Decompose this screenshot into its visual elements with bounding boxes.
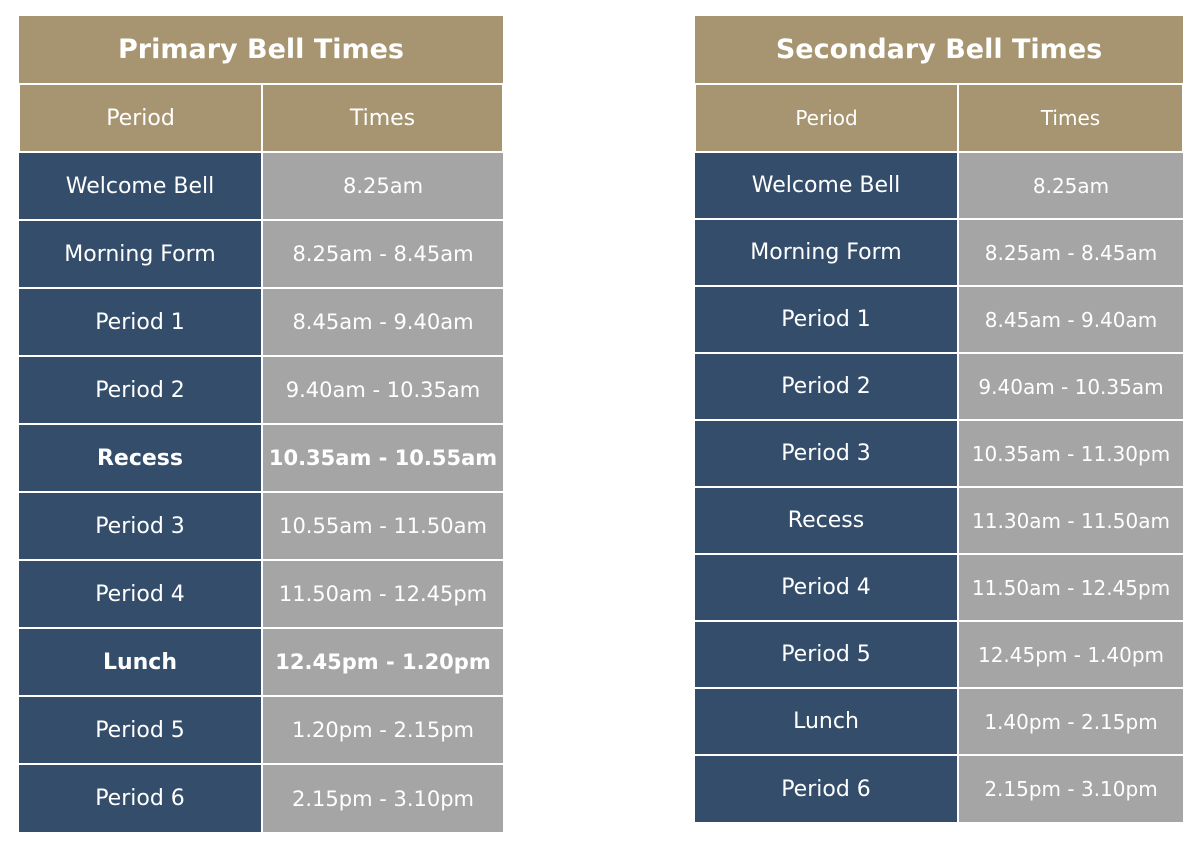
primary-time-cell: 10.35am - 10.55am — [262, 424, 503, 492]
secondary-period-cell: Period 5 — [695, 621, 958, 688]
secondary-period-cell: Period 2 — [695, 353, 958, 420]
secondary-time-cell: 11.30am - 11.50am — [958, 487, 1183, 554]
primary-table-row — [19, 424, 503, 492]
secondary-table-row — [695, 286, 1183, 353]
secondary-table-row — [695, 688, 1183, 755]
secondary-time-cell: 1.40pm - 2.15pm — [958, 688, 1183, 755]
primary-table-row — [19, 628, 503, 696]
secondary-period-cell: Period 1 — [695, 286, 958, 353]
primary-period-cell: Period 6 — [19, 764, 262, 832]
primary-time-cell: 8.25am — [262, 152, 503, 220]
primary-time-cell: 2.15pm - 3.10pm — [262, 764, 503, 832]
secondary-table-body — [695, 152, 1183, 822]
secondary-period-header: Period — [695, 84, 958, 152]
primary-time-cell: 11.50am - 12.45pm — [262, 560, 503, 628]
secondary-table-row — [695, 621, 1183, 688]
primary-time-cell: 8.25am - 8.45am — [262, 220, 503, 288]
secondary-time-cell: 10.35am - 11.30pm — [958, 420, 1183, 487]
primary-table-row — [19, 492, 503, 560]
secondary-period-cell: Period 6 — [695, 755, 958, 822]
primary-table-row — [19, 152, 503, 220]
primary-period-cell: Period 2 — [19, 356, 262, 424]
secondary-table-title: Secondary Bell Times — [695, 16, 1183, 84]
secondary-table-row — [695, 755, 1183, 822]
primary-table-row — [19, 356, 503, 424]
primary-bell-times-table — [18, 16, 504, 832]
primary-times-header: Times — [262, 84, 503, 152]
secondary-table-row — [695, 487, 1183, 554]
primary-table-row — [19, 696, 503, 764]
secondary-time-cell: 2.15pm - 3.10pm — [958, 755, 1183, 822]
primary-time-cell: 10.55am - 11.50am — [262, 492, 503, 560]
secondary-times-header: Times — [958, 84, 1183, 152]
primary-table-body — [19, 152, 503, 832]
primary-period-cell: Morning Form — [19, 220, 262, 288]
primary-period-cell: Welcome Bell — [19, 152, 262, 220]
primary-period-header: Period — [19, 84, 262, 152]
secondary-bell-times-table — [694, 16, 1184, 822]
primary-period-cell: Period 3 — [19, 492, 262, 560]
secondary-table-row — [695, 420, 1183, 487]
secondary-table-row — [695, 353, 1183, 420]
secondary-time-cell: 9.40am - 10.35am — [958, 353, 1183, 420]
secondary-period-cell: Lunch — [695, 688, 958, 755]
primary-time-cell: 9.40am - 10.35am — [262, 356, 503, 424]
primary-table-row — [19, 764, 503, 832]
primary-period-cell: Period 5 — [19, 696, 262, 764]
secondary-period-cell: Morning Form — [695, 219, 958, 286]
primary-time-cell: 8.45am - 9.40am — [262, 288, 503, 356]
primary-period-cell: Period 1 — [19, 288, 262, 356]
primary-table-row — [19, 560, 503, 628]
secondary-period-cell: Period 4 — [695, 554, 958, 621]
secondary-table-row — [695, 152, 1183, 219]
primary-table-title: Primary Bell Times — [19, 16, 503, 84]
primary-period-cell: Recess — [19, 424, 262, 492]
secondary-time-cell: 8.25am — [958, 152, 1183, 219]
secondary-time-cell: 8.45am - 9.40am — [958, 286, 1183, 353]
primary-table-row — [19, 288, 503, 356]
secondary-period-cell: Recess — [695, 487, 958, 554]
secondary-time-cell: 8.25am - 8.45am — [958, 219, 1183, 286]
primary-period-cell: Lunch — [19, 628, 262, 696]
secondary-table-row — [695, 554, 1183, 621]
secondary-time-cell: 12.45pm - 1.40pm — [958, 621, 1183, 688]
secondary-table-row — [695, 219, 1183, 286]
secondary-time-cell: 11.50am - 12.45pm — [958, 554, 1183, 621]
primary-time-cell: 12.45pm - 1.20pm — [262, 628, 503, 696]
secondary-period-cell: Period 3 — [695, 420, 958, 487]
secondary-period-cell: Welcome Bell — [695, 152, 958, 219]
primary-time-cell: 1.20pm - 2.15pm — [262, 696, 503, 764]
primary-table-row — [19, 220, 503, 288]
primary-period-cell: Period 4 — [19, 560, 262, 628]
